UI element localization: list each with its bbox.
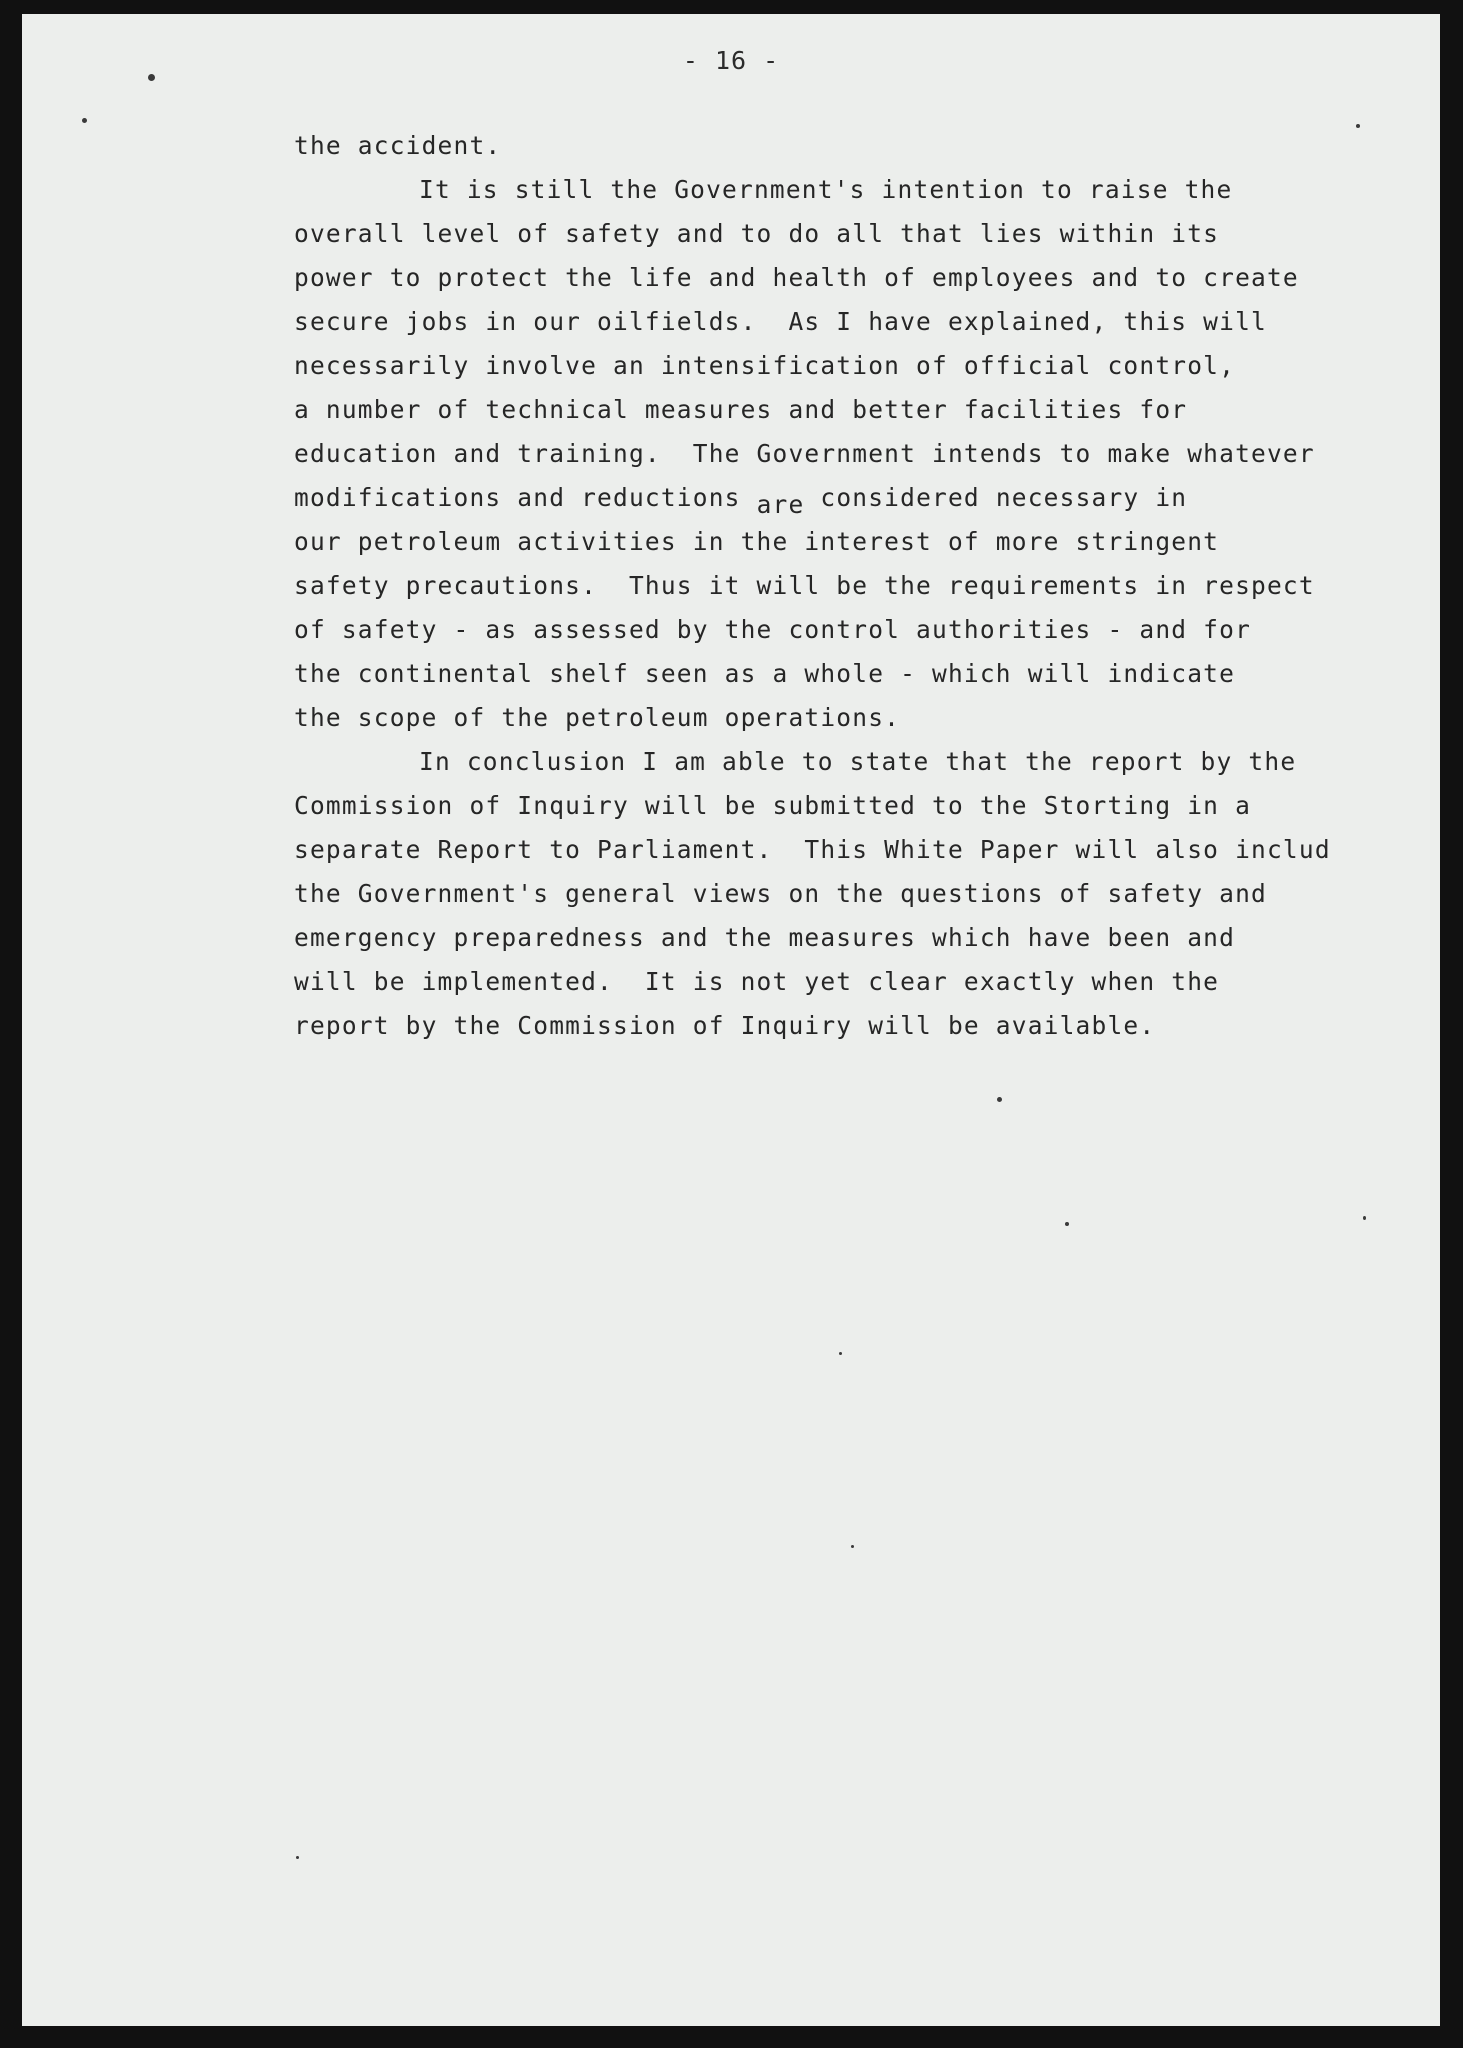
letter-body: [294, 124, 1434, 1048]
scan-speck: [148, 74, 155, 81]
text-line: necessarily involve an intensification of official control,: [294, 351, 1236, 380]
text-line: the continental shelf seen as a whole - which will indicate: [294, 659, 1236, 688]
text-line: secure jobs in our oilfields. As I have explained, this will: [294, 307, 1267, 336]
text-line: report by the Commission of Inquiry will be available.: [294, 1011, 1156, 1040]
text-line: education and training. The Government intends to make whatever: [294, 439, 1315, 468]
text-line: a number of technical measures and better facilities for: [294, 395, 1188, 424]
page-number: - 16 -: [682, 46, 780, 75]
text-line: Commission of Inquiry will be submitted to the Storting in a: [294, 791, 1252, 820]
scan-speck: [82, 118, 87, 123]
typed-insertion: are: [756, 490, 805, 519]
scan-speck: [851, 1545, 854, 1548]
text-line: emergency preparedness and the measures which have been and: [294, 923, 1236, 952]
text-line: In conclusion I am able to state that the report by the: [419, 747, 1297, 776]
text-line: the Government's general views on the questions of safety and: [294, 879, 1267, 908]
text-line: modifications and reductions are considered necessary in: [294, 483, 1188, 519]
text-line: of safety - as assessed by the control authorities - and for: [294, 615, 1252, 644]
paragraph: [294, 124, 1434, 168]
text-line: the scope of the petroleum operations.: [294, 703, 901, 732]
text-line: It is still the Government's intention to raise the: [419, 175, 1233, 204]
text-line: power to protect the life and health of employees and to create: [294, 263, 1299, 292]
document-page: [22, 14, 1440, 2026]
scan-speck: [997, 1097, 1002, 1102]
paragraph: [294, 740, 1434, 1048]
scan-speck: [296, 1856, 299, 1859]
scan-speck: [839, 1352, 842, 1355]
text-line: safety precautions. Thus it will be the requirements in respect: [294, 571, 1315, 600]
text-line: the accident.: [294, 131, 502, 160]
text-line: overall level of safety and to do all that lies within its: [294, 219, 1220, 248]
text-line: our petroleum activities in the interest of more stringent: [294, 527, 1220, 556]
paragraph: [294, 168, 1434, 740]
scan-speck: [1065, 1222, 1069, 1226]
scan-speck: [1363, 1216, 1366, 1220]
text-line: separate Report to Parliament. This White Paper will also includ: [294, 835, 1331, 864]
text-line: will be implemented. It is not yet clear exactly when the: [294, 967, 1220, 996]
